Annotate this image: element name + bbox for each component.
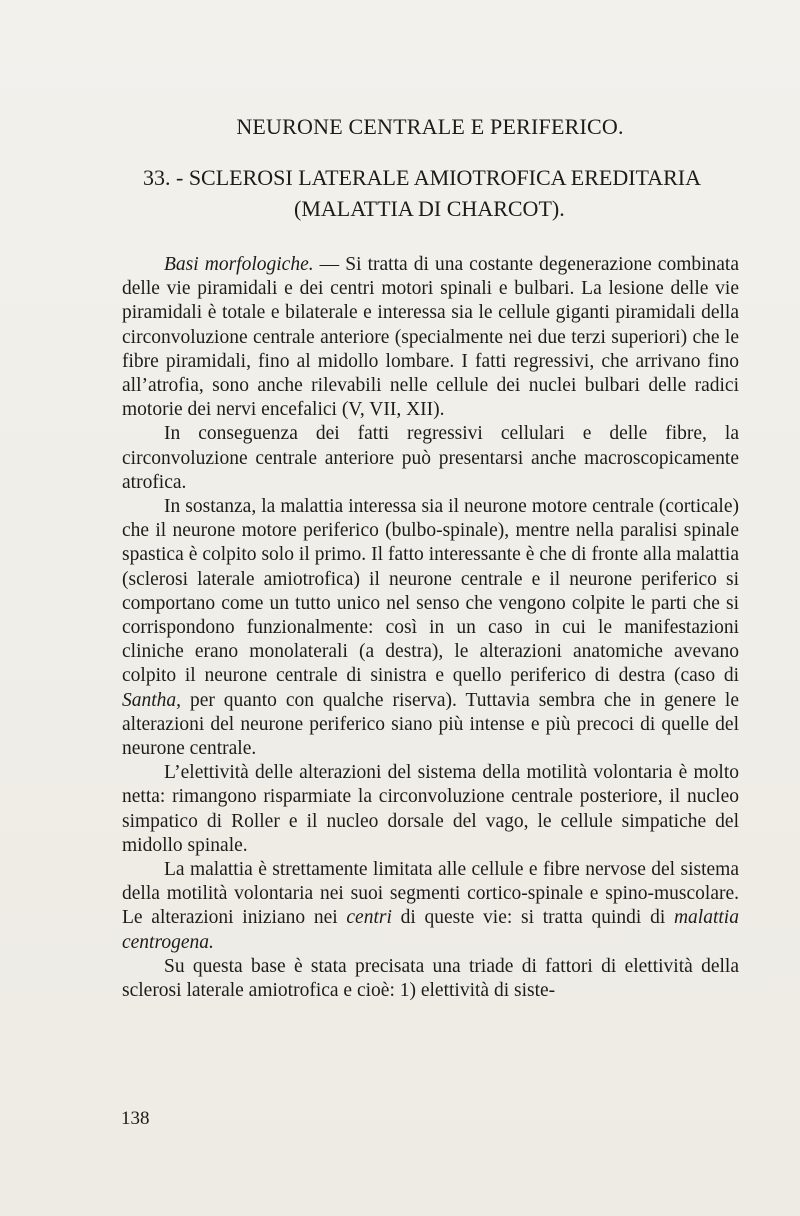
paragraph-3-text-after: per quanto con qualche riserva). Tuttavia sembra che in genere le alterazioni del neurone periferico siano più intense e più precoci di quelle del neurone centrale. <box>122 689 739 760</box>
paragraph-1 <box>122 253 739 422</box>
paragraph-5-text-middle: di queste vie: si tratta quindi di <box>391 907 674 929</box>
paragraph-5-text-before: La malattia è strettamente limitata alle cellule e fibre nervose del sistema della motilità volontaria nei suoi segmenti cortico-spinale e spino-muscolare. Le alterazioni iniziano nei <box>122 859 739 929</box>
paragraph-2: In conseguenza dei fatti regressivi cellulari e delle fibre, la circonvoluzione centrale anteriore può presentarsi anche macroscopicamente atrofica. <box>122 423 739 493</box>
paragraph-1-text: — Si tratta di una costante degenerazione combinata delle vie piramidali e dei centri motori spinali e bulbari. La lesione delle vie piramidali è totale e bilaterale e interessa sia le cellule giganti piramidali della circonvoluzione centrale anteriore (specialmente nei due terzi superiori) che le fibre piramidali, fino al midollo lombare. I fatti regressivi, che arrivano fino all’atrofia, sono anche rilevabili nelle cellule dei nuclei bulbari delle radici motorie dei nervi encefalici (V, VII, XII). <box>122 254 740 421</box>
paragraph-4: L’elettività delle alterazioni del sistema della motilità volontaria è molto netta: rimangono risparmiate la circonvoluzione centrale posteriore, il nucleo simpatico di Roller e il nucleo dorsale del vago, le cellule simpatiche del midollo spinale. <box>122 762 739 856</box>
paragraph-5-italic-2: malattia centrogena. <box>122 907 739 953</box>
body-text <box>122 253 739 1003</box>
page-number: 138 <box>121 1108 150 1129</box>
paragraph-1-lead: Basi morfologiche. <box>164 254 314 275</box>
section-heading: NEURONE CENTRALE E PERIFERICO. <box>236 114 624 139</box>
chapter-subtitle: (MALATTIA DI CHARCOT). <box>294 196 565 221</box>
paragraph-3-text-before: In sostanza, la malattia interessa sia il neurone motore centrale (corticale) che il neurone motore periferico (bulbo-spinale), mentre nella paralisi spinale spastica è colpito solo il primo. Il fatto interessante è che di fronte alla malattia (sclerosi laterale amiotrofica) il neurone centrale e il neurone periferico si comportano come un tutto unico nel senso che vengono colpite le parti che si corrispondono funzionalmente: così in un caso in cui le manifestazioni cliniche erano monolaterali (a destra), le alterazioni anatomiche avevano colpito il neurone centrale di sinistra e quello periferico di destra (caso di <box>122 496 739 687</box>
paragraph-6: Su questa base è stata precisata una triade di fattori di elettività della sclerosi laterale amiotrofica e cioè: 1) elettività di siste- <box>122 955 739 1002</box>
paragraph-5 <box>122 858 739 955</box>
paragraph-5-italic-1: centri <box>346 907 392 929</box>
paragraph-3-italic: Santha, <box>122 689 182 711</box>
chapter-title: 33. - SCLEROSI LATERALE AMIOTROFICA EREDITARIA <box>143 165 702 190</box>
paragraph-3 <box>122 495 739 761</box>
